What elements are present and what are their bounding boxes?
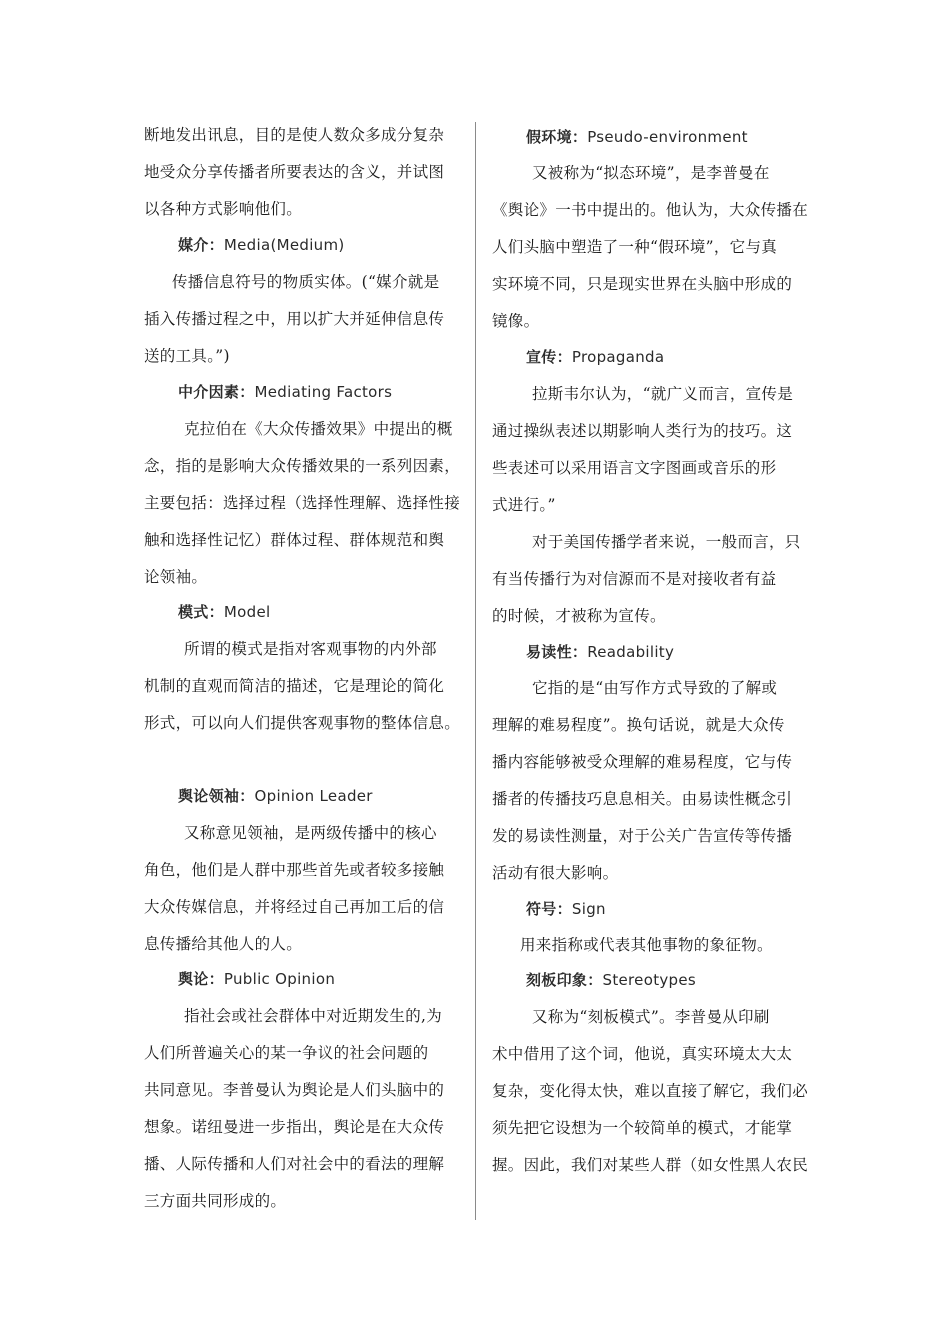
body-line: 播、人际传播和人们对社会中的看法的理解 bbox=[144, 1155, 445, 1173]
body-line: 实环境不同，只是现实世界在头脑中形成的 bbox=[492, 275, 793, 293]
body-line: 理解的难易程度”。换句话说，就是大众传 bbox=[492, 716, 785, 734]
body-line: 触和选择性记忆）群体过程、群体规范和舆 bbox=[144, 531, 445, 549]
body-line: 三方面共同形成的。 bbox=[144, 1192, 287, 1210]
body-line: 通过操纵表述以期影响人类行为的技巧。这 bbox=[492, 422, 793, 440]
term-heading-public-opinion: 舆论：Public Opinion bbox=[178, 970, 336, 988]
body-line: 对于美国传播学者来说，一般而言，只 bbox=[532, 533, 801, 551]
body-line: 的时候，才被称为宣传。 bbox=[492, 607, 666, 625]
body-line: 念，指的是影响大众传播效果的一系列因素， bbox=[144, 457, 461, 475]
body-line: 论领袖。 bbox=[144, 568, 208, 586]
body-line: 人们所普遍关心的某一争议的社会问题的 bbox=[144, 1044, 429, 1062]
term-heading-media: 媒介：Media(Medium) bbox=[178, 236, 345, 254]
body-line: 以各种方式影响他们。 bbox=[144, 200, 303, 218]
body-line: 指社会或社会群体中对近期发生的,为 bbox=[184, 1007, 443, 1025]
body-line: 断地发出讯息，目的是使人数众多成分复杂 bbox=[144, 126, 445, 144]
body-line: 复杂，变化得太快，难以直接了解它，我们必 bbox=[492, 1082, 809, 1100]
body-line: 些表述可以采用语言文字图画或音乐的形 bbox=[492, 459, 777, 477]
body-line: 播者的传播技巧息息相关。由易读性概念引 bbox=[492, 790, 793, 808]
term-heading-pseudo-environment: 假环境：Pseudo-environment bbox=[526, 128, 748, 146]
body-line: 所谓的模式是指对客观事物的内外部 bbox=[184, 640, 437, 658]
term-heading-opinion-leader: 舆论领袖：Opinion Leader bbox=[178, 787, 373, 805]
body-line: 握。因此，我们对某些人群（如女性黑人农民 bbox=[492, 1156, 809, 1174]
body-line: 传播信息符号的物质实体。(“媒介就是 bbox=[172, 273, 440, 291]
body-line: 共同意见。李普曼认为舆论是人们头脑中的 bbox=[144, 1081, 445, 1099]
body-line: 有当传播行为对信源而不是对接收者有益 bbox=[492, 570, 777, 588]
body-line: 机制的直观而简洁的描述，它是理论的简化 bbox=[144, 677, 445, 695]
term-heading-propaganda: 宣传：Propaganda bbox=[526, 348, 665, 366]
body-line: 又称为“刻板模式”。李普曼从印刷 bbox=[532, 1008, 770, 1026]
body-line: 息传播给其他人的人。 bbox=[144, 935, 303, 953]
term-heading-model: 模式：Model bbox=[178, 603, 271, 621]
body-line: 地受众分享传播者所要表达的含义，并试图 bbox=[144, 163, 445, 181]
body-line: 发的易读性测量，对于公关广告宣传等传播 bbox=[492, 827, 793, 845]
term-heading-sign: 符号：Sign bbox=[526, 900, 606, 918]
body-line: 主要包括：选择过程（选择性理解、选择性接 bbox=[144, 494, 461, 512]
body-line: 活动有很大影响。 bbox=[492, 864, 619, 882]
body-line: 须先把它设想为一个较简单的模式，才能掌 bbox=[492, 1119, 793, 1137]
body-line: 术中借用了这个词，他说，真实环境太大太 bbox=[492, 1045, 793, 1063]
body-line: 想象。诺纽曼进一步指出，舆论是在大众传 bbox=[144, 1118, 445, 1136]
body-line: 克拉伯在《大众传播效果》中提出的概 bbox=[184, 420, 453, 438]
body-line: 用来指称或代表其他事物的象征物。 bbox=[520, 936, 773, 954]
body-line: 大众传媒信息，并将经过自己再加工后的信 bbox=[144, 898, 445, 916]
term-heading-mediating-factors: 中介因素：Mediating Factors bbox=[178, 383, 393, 401]
body-line: 播内容能够被受众理解的难易程度，它与传 bbox=[492, 753, 793, 771]
body-line: 式进行。” bbox=[492, 496, 556, 514]
body-line: 形式，可以向人们提供客观事物的整体信息。 bbox=[144, 714, 461, 732]
body-line: 《舆论》一书中提出的。他认为，大众传播在 bbox=[492, 201, 809, 219]
body-line: 角色，他们是人群中那些首先或者较多接触 bbox=[144, 861, 445, 879]
body-line: 镜像。 bbox=[492, 312, 540, 330]
body-line: 人们头脑中塑造了一种“假环境”，它与真 bbox=[492, 238, 778, 256]
body-line: 插入传播过程之中，用以扩大并延伸信息传 bbox=[144, 310, 445, 328]
body-line: 它指的是“由写作方式导致的了解或 bbox=[532, 679, 778, 697]
column-divider bbox=[475, 122, 476, 1220]
body-line: 又称意见领袖，是两级传播中的核心 bbox=[184, 824, 437, 842]
body-line: 又被称为“拟态环境”，是李普曼在 bbox=[532, 164, 770, 182]
term-heading-readability: 易读性：Readability bbox=[526, 643, 675, 661]
body-line: 拉斯韦尔认为，“就广义而言，宣传是 bbox=[532, 385, 794, 403]
body-line: 送的工具。”) bbox=[144, 347, 230, 365]
term-heading-stereotypes: 刻板印象：Stereotypes bbox=[526, 971, 697, 989]
